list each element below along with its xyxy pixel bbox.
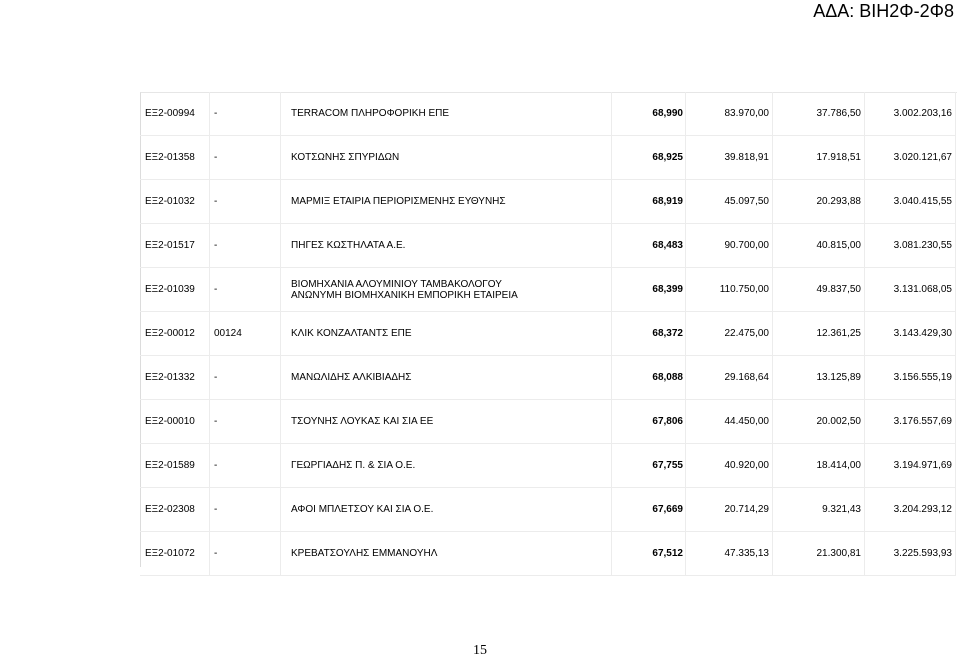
score-cell: 68,399 bbox=[612, 268, 686, 312]
amount-1-cell: 44.450,00 bbox=[686, 400, 773, 444]
company-name-cell bbox=[281, 444, 612, 488]
company-name-cell bbox=[281, 488, 612, 532]
code-cell: ΕΞ2-00994 bbox=[140, 92, 210, 136]
amount-1-cell: 29.168,64 bbox=[686, 356, 773, 400]
cumulative-amount-cell: 3.204.293,12 bbox=[865, 488, 956, 532]
cumulative-amount-cell: 3.225.593,93 bbox=[865, 532, 956, 576]
company-name-cell bbox=[281, 136, 612, 180]
company-name-cell bbox=[281, 180, 612, 224]
score-cell: 68,925 bbox=[612, 136, 686, 180]
code-cell: ΕΞ2-01039 bbox=[140, 268, 210, 312]
sub-code-cell: - bbox=[210, 444, 281, 488]
table-body bbox=[140, 92, 956, 576]
code-cell: ΕΞ2-01072 bbox=[140, 532, 210, 576]
cumulative-amount-cell: 3.020.121,67 bbox=[865, 136, 956, 180]
code-cell: ΕΞ2-01589 bbox=[140, 444, 210, 488]
code-cell: ΕΞ2-01358 bbox=[140, 136, 210, 180]
table-row bbox=[140, 488, 956, 532]
score-cell: 67,669 bbox=[612, 488, 686, 532]
cumulative-amount-cell: 3.156.555,19 bbox=[865, 356, 956, 400]
page-number: 15 bbox=[473, 643, 487, 658]
company-name-line: TERRACOM ΠΛΗΡΟΦΟΡΙΚΗ ΕΠΕ bbox=[291, 108, 450, 119]
amount-2-cell: 12.361,25 bbox=[773, 312, 865, 356]
score-cell: 68,483 bbox=[612, 224, 686, 268]
table-row bbox=[140, 180, 956, 224]
company-name-line: ΚΡΕΒΑΤΣΟΥΛΗΣ ΕΜΜΑΝΟΥΗΛ bbox=[291, 548, 438, 559]
company-name-line: ΚΟΤΣΩΝΗΣ ΣΠΥΡΙΔΩΝ bbox=[291, 152, 400, 163]
sub-code-cell: - bbox=[210, 356, 281, 400]
code-cell: ΕΞ2-00010 bbox=[140, 400, 210, 444]
score-cell: 67,806 bbox=[612, 400, 686, 444]
company-name-line: ΜΑΡΜΙΞ ΕΤΑΙΡΙΑ ΠΕΡΙΟΡΙΣΜΕΝΗΣ ΕΥΘΥΝΗΣ bbox=[291, 196, 506, 207]
code-cell: ΕΞ2-00012 bbox=[140, 312, 210, 356]
results-table bbox=[140, 92, 956, 576]
amount-1-cell: 22.475,00 bbox=[686, 312, 773, 356]
amount-2-cell: 13.125,89 bbox=[773, 356, 865, 400]
table-row bbox=[140, 532, 956, 576]
company-name-line: ΜΑΝΩΛΙΔΗΣ ΑΛΚΙΒΙΑΔΗΣ bbox=[291, 372, 412, 383]
sub-code-cell: - bbox=[210, 268, 281, 312]
cumulative-amount-cell: 3.143.429,30 bbox=[865, 312, 956, 356]
company-name-line: ΓΕΩΡΓΙΑΔΗΣ Π. & ΣΙΑ Ο.Ε. bbox=[291, 460, 416, 471]
company-name-cell bbox=[281, 356, 612, 400]
amount-2-cell: 37.786,50 bbox=[773, 92, 865, 136]
amount-1-cell: 47.335,13 bbox=[686, 532, 773, 576]
company-name-cell bbox=[281, 224, 612, 268]
amount-2-cell: 20.293,88 bbox=[773, 180, 865, 224]
sub-code-cell: - bbox=[210, 92, 281, 136]
company-name-cell bbox=[281, 400, 612, 444]
amount-2-cell: 18.414,00 bbox=[773, 444, 865, 488]
amount-1-cell: 83.970,00 bbox=[686, 92, 773, 136]
amount-2-cell: 49.837,50 bbox=[773, 268, 865, 312]
company-name-cell bbox=[281, 532, 612, 576]
cumulative-amount-cell: 3.194.971,69 bbox=[865, 444, 956, 488]
sub-code-cell: - bbox=[210, 136, 281, 180]
company-name-line: ΚΛΙΚ ΚΟΝΖΑΛΤΑΝΤΣ ΕΠΕ bbox=[291, 328, 412, 339]
table-row bbox=[140, 92, 956, 136]
code-cell: ΕΞ2-02308 bbox=[140, 488, 210, 532]
table-row bbox=[140, 224, 956, 268]
table-row bbox=[140, 136, 956, 180]
sub-code-cell: - bbox=[210, 532, 281, 576]
code-cell: ΕΞ2-01332 bbox=[140, 356, 210, 400]
company-name-cell bbox=[281, 268, 612, 312]
table-row bbox=[140, 400, 956, 444]
code-cell: ΕΞ2-01032 bbox=[140, 180, 210, 224]
amount-2-cell: 21.300,81 bbox=[773, 532, 865, 576]
score-cell: 67,755 bbox=[612, 444, 686, 488]
amount-1-cell: 39.818,91 bbox=[686, 136, 773, 180]
amount-1-cell: 40.920,00 bbox=[686, 444, 773, 488]
sub-code-cell: - bbox=[210, 224, 281, 268]
amount-1-cell: 90.700,00 bbox=[686, 224, 773, 268]
sub-code-cell: - bbox=[210, 488, 281, 532]
table-row bbox=[140, 444, 956, 488]
cumulative-amount-cell: 3.176.557,69 bbox=[865, 400, 956, 444]
cumulative-amount-cell: 3.131.068,05 bbox=[865, 268, 956, 312]
score-cell: 68,372 bbox=[612, 312, 686, 356]
company-name-line: ΑΦΟΙ ΜΠΛΕΤΣΟΥ ΚΑΙ ΣΙΑ Ο.Ε. bbox=[291, 504, 434, 515]
code-cell: ΕΞ2-01517 bbox=[140, 224, 210, 268]
sub-code-cell: - bbox=[210, 180, 281, 224]
amount-2-cell: 9.321,43 bbox=[773, 488, 865, 532]
company-name-line: ΠΗΓΕΣ ΚΩΣΤΗΛΑΤΑ Α.Ε. bbox=[291, 240, 406, 251]
score-cell: 68,088 bbox=[612, 356, 686, 400]
amount-2-cell: 40.815,00 bbox=[773, 224, 865, 268]
ada-code: ΑΔΑ: ΒΙΗ2Φ-2Φ8 bbox=[813, 1, 954, 21]
cumulative-amount-cell: 3.002.203,16 bbox=[865, 92, 956, 136]
score-cell: 67,512 bbox=[612, 532, 686, 576]
score-cell: 68,990 bbox=[612, 92, 686, 136]
table-row bbox=[140, 356, 956, 400]
sub-code-cell: - bbox=[210, 400, 281, 444]
cumulative-amount-cell: 3.081.230,55 bbox=[865, 224, 956, 268]
table-row bbox=[140, 268, 956, 312]
amount-2-cell: 17.918,51 bbox=[773, 136, 865, 180]
amount-1-cell: 45.097,50 bbox=[686, 180, 773, 224]
company-name-cell bbox=[281, 312, 612, 356]
amount-1-cell: 110.750,00 bbox=[686, 268, 773, 312]
company-name-line: ΒΙΟΜΗΧΑΝΙΑ ΑΛΟΥΜΙΝΙΟΥ ΤΑΜΒΑΚΟΛΟΓΟΥ bbox=[291, 278, 502, 290]
cumulative-amount-cell: 3.040.415,55 bbox=[865, 180, 956, 224]
sub-code-cell: 00124 bbox=[210, 312, 281, 356]
amount-1-cell: 20.714,29 bbox=[686, 488, 773, 532]
company-name-line: ΤΣΟΥΝΗΣ ΛΟΥΚΑΣ ΚΑΙ ΣΙΑ ΕΕ bbox=[291, 416, 434, 427]
table-row bbox=[140, 312, 956, 356]
company-name-line: ΑΝΩΝΥΜΗ ΒΙΟΜΗΧΑΝΙΚΗ ΕΜΠΟΡΙΚΗ ΕΤΑΙΡΕΙΑ bbox=[291, 289, 518, 301]
amount-2-cell: 20.002,50 bbox=[773, 400, 865, 444]
company-name-cell bbox=[281, 92, 612, 136]
score-cell: 68,919 bbox=[612, 180, 686, 224]
